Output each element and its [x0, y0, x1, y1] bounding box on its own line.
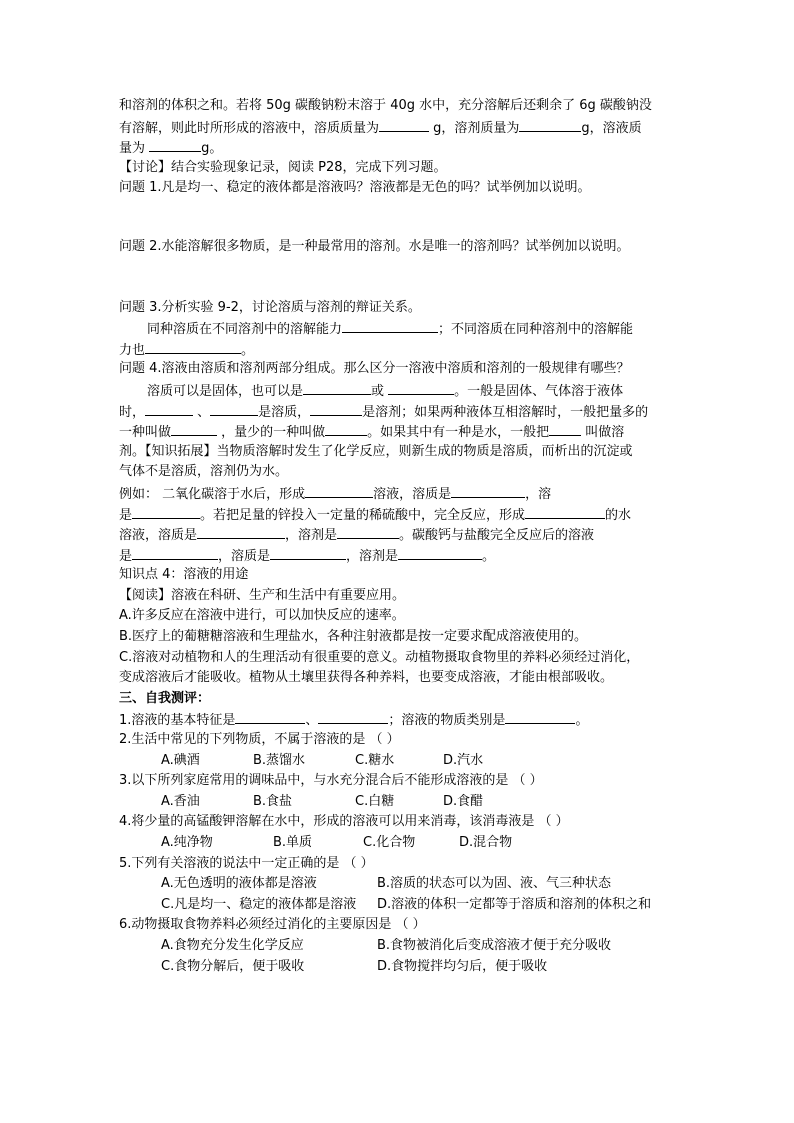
text-run: ，量少的一种叫做 [217, 425, 326, 441]
text-run: 5.下列有关溶液的说法中一定正确的是 （ ） [119, 855, 374, 871]
text-line [119, 854, 679, 875]
fill-in-blank[interactable] [549, 421, 581, 436]
fill-in-blank[interactable] [171, 421, 217, 436]
text-run: 1.溶液的基本特征是 [119, 713, 236, 729]
answer-space [119, 199, 679, 237]
text-run: 时， [119, 404, 146, 420]
fill-in-blank[interactable] [519, 117, 581, 132]
text-run: 知识点 4：溶液的用途 [119, 567, 249, 583]
text-run: 。如果其中有一种是水，一般把 [367, 425, 550, 441]
choice-option: B.单质 [273, 835, 313, 850]
text-line [119, 178, 679, 199]
text-line [119, 442, 679, 463]
fill-in-blank[interactable] [132, 504, 200, 519]
text-run: 有溶解，则此时所形成的溶液中，溶质质量为 [119, 120, 380, 136]
text-run: C.溶液对动植物和人的生理活动有很重要的意义。动植物摄取食物里的养料必须经过消化， [119, 649, 640, 665]
fill-in-blank[interactable] [303, 380, 371, 395]
text-line [119, 709, 679, 730]
text-line [119, 462, 679, 483]
answer-space [119, 258, 679, 298]
text-run: 、 [305, 713, 319, 729]
fill-in-blank[interactable] [145, 401, 193, 416]
text-run: 是 [119, 548, 133, 564]
options-line [119, 936, 679, 957]
document-page [119, 96, 679, 977]
text-run: 叫做溶 [581, 425, 625, 441]
fill-in-blank[interactable] [505, 709, 575, 724]
text-run: 问题 1.凡是均一、稳定的液体都是溶液吗？溶液都是无色的吗？试举例加以说明。 [119, 180, 591, 196]
fill-in-blank[interactable] [270, 545, 346, 560]
text-run: 溶液，溶质是 [373, 486, 452, 502]
text-line [119, 137, 679, 158]
text-run: g，溶剂质量为 [429, 120, 520, 136]
text-run: 和溶剂的体积之和。若将 50g 碳酸钠粉末溶于 40g 水中，充分溶解后还剩余了 6g 碳酸钠没 [119, 98, 652, 113]
text-line [119, 565, 679, 586]
fill-in-blank[interactable] [310, 401, 362, 416]
text-run: 问题 3.分析实验 9-2，讨论溶质与溶剂的辩证关系。 [119, 299, 421, 315]
text-line [119, 298, 679, 319]
fill-in-blank[interactable] [337, 524, 399, 539]
text-line [119, 812, 679, 833]
choice-option: C.白糖 [355, 793, 395, 809]
fill-in-blank[interactable] [342, 318, 438, 333]
text-run: A.许多反应在溶液中进行，可以加快反应的速率。 [119, 608, 405, 624]
text-run: 问题 2.水能溶解很多物质，是一种最常用的溶剂。水是唯一的溶剂吗？试举例加以说明。 [119, 238, 630, 254]
text-line [119, 771, 679, 792]
options-line [119, 792, 679, 813]
text-run: 。 [482, 548, 496, 564]
text-run: 3.以下所列家庭常用的调味品中，与水充分混合后不能形成溶液的是 （ ） [119, 773, 543, 789]
fill-in-blank[interactable] [305, 483, 373, 498]
text-line [119, 648, 679, 669]
text-run: 溶质可以是固体，也可以是 [147, 383, 304, 399]
text-run: 是 [119, 507, 133, 523]
text-run: 同种溶质在不同溶剂中的溶解能力 [147, 322, 343, 338]
options-line [119, 874, 679, 895]
options-line [119, 833, 679, 854]
choice-option: C.化合物 [363, 835, 416, 850]
text-line [119, 318, 679, 339]
text-run: 例如： 二氧化碳溶于水后，形成 [119, 486, 306, 502]
text-line [119, 545, 679, 566]
fill-in-blank[interactable] [145, 339, 241, 354]
text-run: 气体不是溶质，溶剂仍为水。 [119, 464, 289, 480]
fill-in-blank[interactable] [235, 709, 305, 724]
text-run: ，溶剂是 [346, 548, 399, 564]
text-run: 。若把足量的锌投入一定量的稀硫酸中，完全反应，形成 [200, 507, 526, 523]
text-line [119, 689, 679, 710]
text-line [119, 586, 679, 607]
fill-in-blank[interactable] [318, 709, 388, 724]
text-line [119, 96, 679, 117]
choice-option: B.蒸馏水 [253, 752, 306, 768]
text-run: B.医疗上的葡糖糖溶液和生理盐水，各种注射液都是按一定要求配成溶液使用的。 [119, 629, 588, 645]
choice-option: C.凡是均一、稳定的液体都是溶液 [161, 896, 357, 912]
choice-option: A.碘酒 [161, 752, 200, 768]
fill-in-blank[interactable] [210, 401, 258, 416]
fill-in-blank[interactable] [451, 483, 525, 498]
text-run: 变成溶液后才能吸收。植物从土壤里获得各种养料，也要变成溶液，才能由根部吸收。 [119, 670, 614, 686]
text-run: ；不同溶质在同种溶剂中的溶解能 [438, 322, 634, 338]
choice-option: D.食醋 [443, 793, 484, 809]
text-line [119, 730, 679, 751]
choice-option: A.无色透明的液体都是溶液 [161, 876, 317, 892]
text-run: 【讨论】结合实验现象记录，阅读 P28，完成下列习题。 [119, 159, 447, 175]
text-run: ；溶液的物质类别是 [388, 713, 506, 729]
text-run: 4.将少量的高锰酸钾溶解在水中，形成的溶液可以用来消毒，该消毒液是 （ ） [119, 814, 569, 830]
text-line [119, 606, 679, 627]
fill-in-blank[interactable] [525, 504, 605, 519]
text-run: g。 [201, 141, 223, 157]
choice-option: D.食物搅拌均匀后，便于吸收 [377, 958, 548, 974]
text-line [119, 524, 679, 545]
fill-in-blank[interactable] [398, 545, 482, 560]
fill-in-blank[interactable] [379, 117, 429, 132]
text-line [119, 401, 679, 422]
text-run: ，溶 [525, 486, 552, 502]
text-run: g，溶液质 [581, 120, 642, 136]
text-run: 【阅读】溶液在科研、生产和生活中有重要应用。 [119, 587, 406, 603]
fill-in-blank[interactable] [149, 137, 201, 152]
text-line [119, 668, 679, 689]
choice-option: A.香油 [161, 793, 200, 809]
text-line [119, 359, 679, 380]
text-run: 2.生活中常见的下列物质，不属于溶液的是 （ ） [119, 732, 400, 748]
text-run: 。 [575, 713, 589, 729]
choice-option: D.溶液的体积一定都等于溶质和溶剂的体积之和 [377, 896, 652, 912]
text-line [119, 339, 679, 360]
text-run: 量为 [119, 141, 150, 157]
text-line [119, 504, 679, 525]
choice-option: A.纯净物 [161, 835, 213, 850]
fill-in-blank[interactable] [132, 545, 218, 560]
text-line [119, 158, 679, 179]
text-line [119, 483, 679, 504]
text-run: 的水 [605, 507, 632, 523]
fill-in-blank[interactable] [388, 380, 454, 395]
text-run: 。一般是固体、气体溶于液体 [454, 383, 624, 399]
text-run: 或 [371, 383, 389, 399]
options-line [119, 751, 679, 772]
choice-option: D.汽水 [443, 752, 484, 768]
choice-option: C.食物分解后，便于吸收 [161, 958, 305, 974]
text-run: 。 [241, 342, 255, 358]
choice-option: B.食盐 [253, 793, 293, 809]
choice-option: C.糖水 [355, 752, 395, 768]
choice-option: B.食物被消化后变成溶液才便于充分吸收 [377, 937, 612, 953]
choice-option: D.混合物 [459, 835, 513, 850]
choice-option: A.食物充分发生化学反应 [161, 937, 304, 953]
text-run: 问题 4.溶液由溶质和溶剂两部分组成。那么区分一溶液中溶质和溶剂的一般规律有哪些？ [119, 361, 630, 377]
fill-in-blank[interactable] [197, 524, 285, 539]
text-line [119, 117, 679, 138]
text-run: 6.动物摄取食物养料必须经过消化的主要原因是 （ ） [119, 917, 426, 933]
text-run: 剂。【知识拓展】当物质溶解时发生了化学反应，则新生成的物质是溶质，而析出的沉淀或 [119, 443, 633, 459]
text-run: 溶液，溶质是 [119, 528, 198, 544]
text-line [119, 627, 679, 648]
text-run: 。碳酸钙与盐酸完全反应后的溶液 [399, 528, 595, 544]
options-line [119, 895, 679, 916]
fill-in-blank[interactable] [325, 421, 367, 436]
text-line [119, 237, 679, 258]
text-line [119, 915, 679, 936]
text-run: 力也 [119, 342, 146, 358]
options-line [119, 957, 679, 978]
text-line [119, 421, 679, 442]
text-run: ，溶质是 [218, 548, 271, 564]
text-line [119, 380, 679, 401]
text-run: 是溶剂；如果两种液体互相溶解时，一般把量多的 [362, 404, 649, 420]
text-run: 一种叫做 [119, 425, 172, 441]
text-run: ，溶剂是 [285, 528, 338, 544]
text-run: 是溶质， [258, 404, 311, 420]
text-run: 、 [193, 404, 211, 420]
choice-option: B.溶质的状态可以为固、液、气三种状态 [377, 876, 612, 892]
text-run: 三、自我测评： [119, 690, 211, 706]
